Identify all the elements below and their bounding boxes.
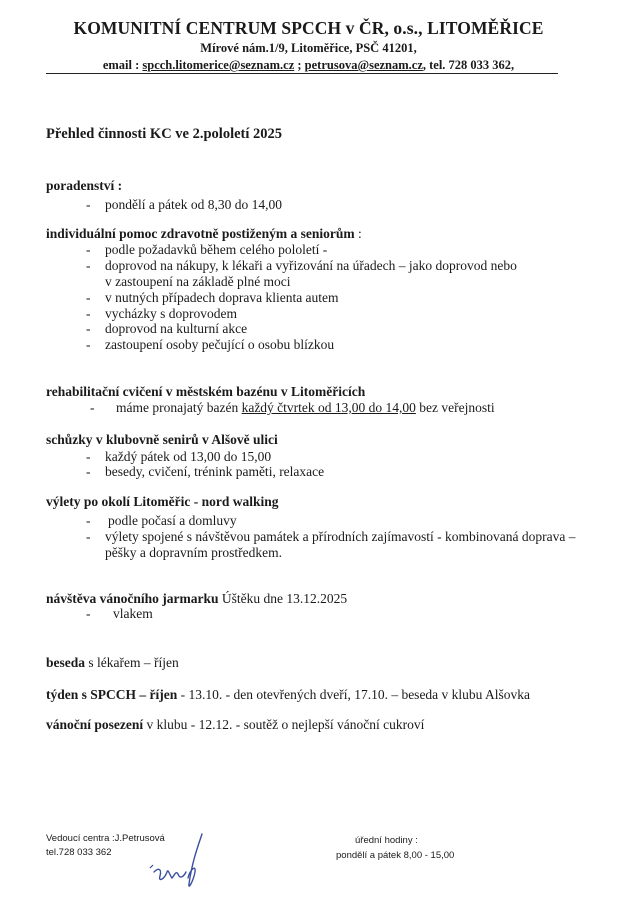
bullet-dash: -: [90, 400, 95, 415]
document-title: Přehled činnosti KC ve 2.pololetí 2025: [46, 126, 283, 142]
section-heading-meetings: schůzky v klubovně senirů v Alšově ulici: [46, 432, 278, 447]
bullet-dash: -: [86, 258, 91, 273]
section-heading-rehab: rehabilitační cvičení v městském bazénu v Litoměřicích: [46, 384, 366, 399]
bullet-dash: -: [86, 449, 91, 464]
bullet-dash: -: [86, 513, 91, 528]
list-item: vlakem: [113, 606, 153, 621]
bullet-dash: -: [86, 197, 91, 212]
bullet-dash: -: [86, 606, 91, 621]
email-separator: ;: [294, 58, 305, 72]
list-item: doprovod na kulturní akce: [105, 321, 248, 336]
email-label: email :: [102, 58, 143, 72]
bullet-dash: -: [86, 242, 91, 257]
list-item-continuation: pěšky a dopravním prostředkem.: [105, 545, 282, 560]
list-item: máme pronajatý bazén každý čtvrtek od 13,00 do 14,00 bez veřejnosti: [116, 400, 495, 415]
section-heading-trips: výlety po okolí Litoměřic - nord walking: [46, 494, 279, 509]
office-hours: pondělí a pátek 8,00 - 15,00: [336, 850, 455, 861]
contact-line: [0, 58, 617, 73]
phone: , tel. 728 033 362,: [422, 58, 515, 72]
header-divider: [46, 73, 558, 74]
handwritten-signature: [140, 832, 230, 892]
list-item: besedy, cvičení, trénink paměti, relaxace: [105, 464, 325, 479]
list-item: výlety spojené s návštěvou památek a přírodních zajímavostí - kombinovaná doprava –: [105, 529, 576, 544]
list-item: podle počasí a domluvy: [108, 513, 237, 528]
office-hours-label: úřední hodiny :: [355, 835, 418, 846]
list-item: zastoupení osoby pečující o osobu blízkou: [105, 337, 335, 352]
list-item: každý pátek od 13,00 do 15,00: [105, 449, 272, 464]
list-item: doprovod na nákupy, k lékaři a vyřizování na úřadech – jako doprovod nebo: [105, 258, 517, 273]
leader-name: Vedoucí centra :J.Petrusová: [46, 833, 165, 844]
rehab-schedule: každý čtvrtek od 13,00 do 14,00: [241, 400, 416, 415]
organization-name: KOMUNITNÍ CENTRUM SPCCH v ČR, o.s., LITOMĚŘICE: [73, 18, 544, 38]
bullet-dash: -: [86, 337, 91, 352]
list-item-continuation: v zastoupení na základě plné moci: [105, 274, 291, 289]
section-heading-counseling: poradenství :: [46, 178, 123, 193]
email-link-1[interactable]: spcch.litomerice@seznam.cz: [142, 58, 295, 72]
bullet-dash: -: [86, 321, 91, 336]
section-heading-talk: beseda s lékařem – říjen: [46, 655, 179, 670]
section-heading-christmas-market: návštěva vánočního jarmarku Úštěku dne 13.12.2025: [46, 591, 348, 606]
list-item: podle požadavků během celého pololetí -: [105, 242, 328, 257]
bullet-dash: -: [86, 306, 91, 321]
organization-address: Mírové nám.1/9, Litoměřice, PSČ 41201,: [200, 41, 417, 55]
bullet-dash: -: [86, 529, 91, 544]
section-heading-individual-help: individuální pomoc zdravotně postiženým a seniorům :: [46, 226, 362, 241]
section-heading-week: týden s SPCCH – říjen - 13.10. - den otevřených dveří, 17.10. – beseda v klubu Alšovka: [46, 687, 531, 702]
list-item: pondělí a pátek od 8,30 do 14,00: [105, 197, 282, 212]
bullet-dash: -: [86, 464, 91, 479]
email-link-2[interactable]: petrusova@seznam.cz: [304, 58, 423, 72]
leader-phone: tel.728 033 362: [46, 847, 112, 858]
section-heading-christmas-gathering: vánoční posezení v klubu - 12.12. - soutěž o nejlepší vánoční cukroví: [46, 717, 425, 732]
bullet-dash: -: [86, 290, 91, 305]
list-item: v nutných případech doprava klienta autem: [105, 290, 339, 305]
list-item: vycházky s doprovodem: [105, 306, 237, 321]
